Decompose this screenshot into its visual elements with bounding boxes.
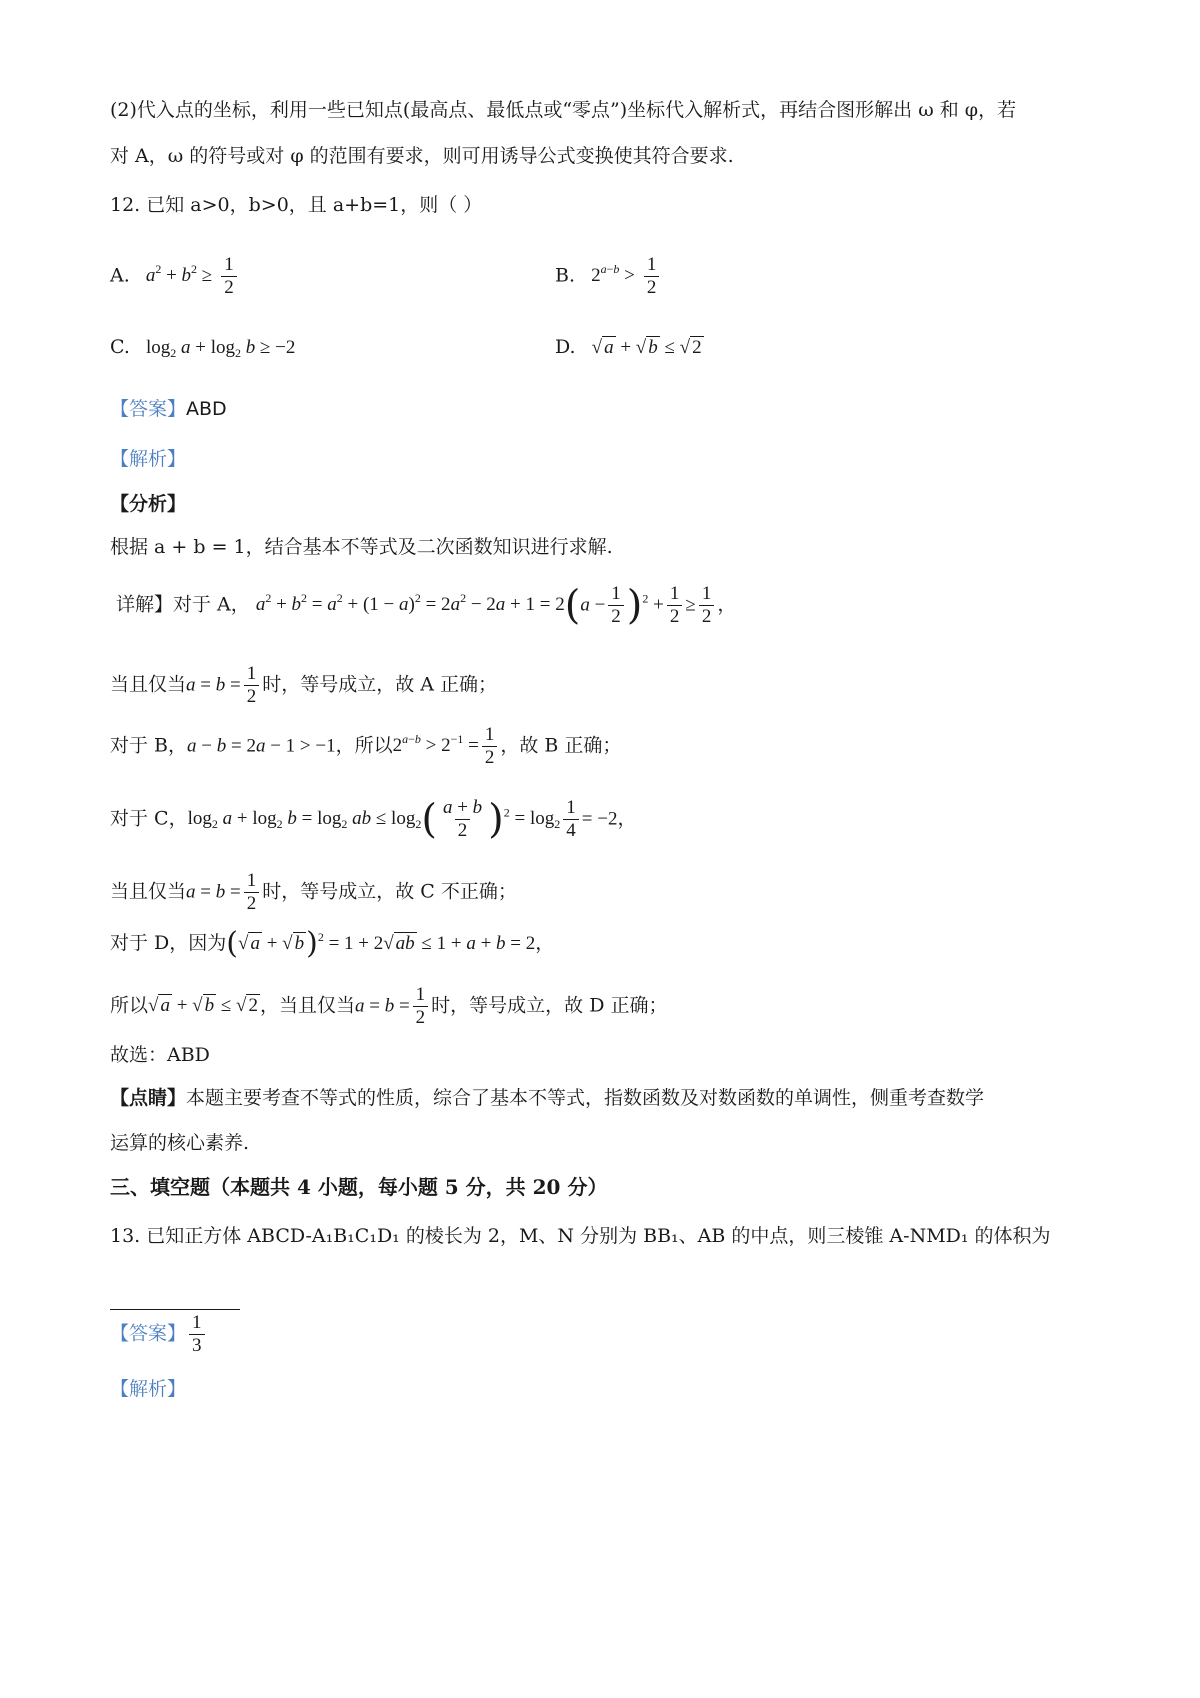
q12-detail-a-eq: 当且仅当a = b = $\frac{1}{2}$ 时，等号成立，故 A 正确；	[110, 663, 498, 707]
q13-analysis-tag: 【解析】	[110, 1378, 187, 1400]
answer-value: ABD	[186, 398, 227, 420]
q12-detail-c: 对于 C，$\log_2 a + \log_2 b = \log_2$ ab ≤ $\log_2$( $\frac{a + b}{2}$ )$^2 = \log_2$ $\frac{1}{4}$ = −2，	[110, 796, 637, 843]
option-a-label: A.	[110, 264, 130, 287]
q12-detail-d: 对于 D，因为(√ a + √ b)$^2$ = 1 + 2√ ab ≤ 1 + a + b = 2，	[110, 926, 555, 961]
q12-answer	[110, 394, 227, 421]
q13-answer: 【答案】 $\frac{1}{3}$	[110, 1312, 208, 1357]
q12-detail-d2: 所以√ a + √ b ≤ √ 2 ，当且仅当a = b = $\frac{1}{2}$ 时，等号成立，故 D 正确；	[110, 984, 668, 1028]
section-title: 三、填空题（本题共 4 小题，每小题 5 分，共 20 分）	[110, 1175, 608, 1199]
q12-detail-c-eq: 当且仅当a = b = $\frac{1}{2}$ 时，等号成立，故 C 不正确；	[110, 870, 517, 914]
intro-line-1: (2)代入点的坐标，利用一些已知点(最高点、最低点或“零点”)坐标代入解析式，再结合图形解出 ω 和 φ，若	[110, 99, 1017, 121]
q12-dianjing: 【点睛】本题主要考查不等式的性质，综合了基本不等式，指数函数及对数函数的单调性，侧重考查数学	[110, 1087, 985, 1109]
q12-option-a: A. $a^2 + b^2$ ≥ $\frac{1}{2}$	[110, 254, 240, 299]
intro-line-2: 对 A，ω 的符号或对 φ 的范围有要求，则可用诱导公式变换使其符合要求.	[110, 145, 734, 167]
q12-analysis-tag: 【解析】	[110, 448, 187, 470]
option-d-label: D.	[555, 336, 576, 358]
q12-choose: 故选：ABD	[110, 1044, 210, 1066]
answer-blank	[110, 1309, 240, 1310]
detail-tag: 详解】对于 A，	[116, 593, 250, 616]
q12-fenxi-tag: 【分析】	[110, 493, 187, 515]
q12-option-d: D. √ a + √ b ≤ √ 2	[555, 336, 702, 358]
option-c-label: C.	[110, 336, 130, 358]
q12-detail-b: 对于 B，a − b = 2a − 1 > −1，所以$2^{a-b} > 2^{-1}$ = $\frac{1}{2}$ ，故 B 正确；	[110, 724, 622, 768]
option-b-label: B.	[555, 264, 576, 287]
q12-option-b: B. $2^{a-b}$ > $\frac{1}{2}$	[555, 254, 662, 299]
q12-fenxi-text: 根据 a + b = 1，结合基本不等式及二次函数知识进行求解.	[110, 536, 613, 558]
answer-tag: 【答案】	[110, 398, 187, 420]
q12-option-c: C. $\log_2 a + \log_2 b \ge -2$	[110, 336, 296, 360]
q12-dianjing-2: 运算的核心素养.	[110, 1132, 250, 1154]
q12-stem: 12. 已知 a>0，b>0，且 a+b=1，则（ ）	[110, 194, 483, 216]
q12-detail-a: 详解】对于 A， $a^2 + b^2 = a^2 + (1 - a)^2 = 2a^2 - 2a + 1 = 2(a$ − $\frac{1}{2}$ )$^2$ + $\frac{1}{2}$ ≥ $\frac{1}{2}$ ，	[116, 582, 737, 629]
q13-stem: 13. 已知正方体 ABCD-A₁B₁C₁D₁ 的棱长为 2，M、N 分别为 BB₁、AB 的中点，则三棱锥 A-NMD₁ 的体积为	[110, 1225, 1051, 1247]
